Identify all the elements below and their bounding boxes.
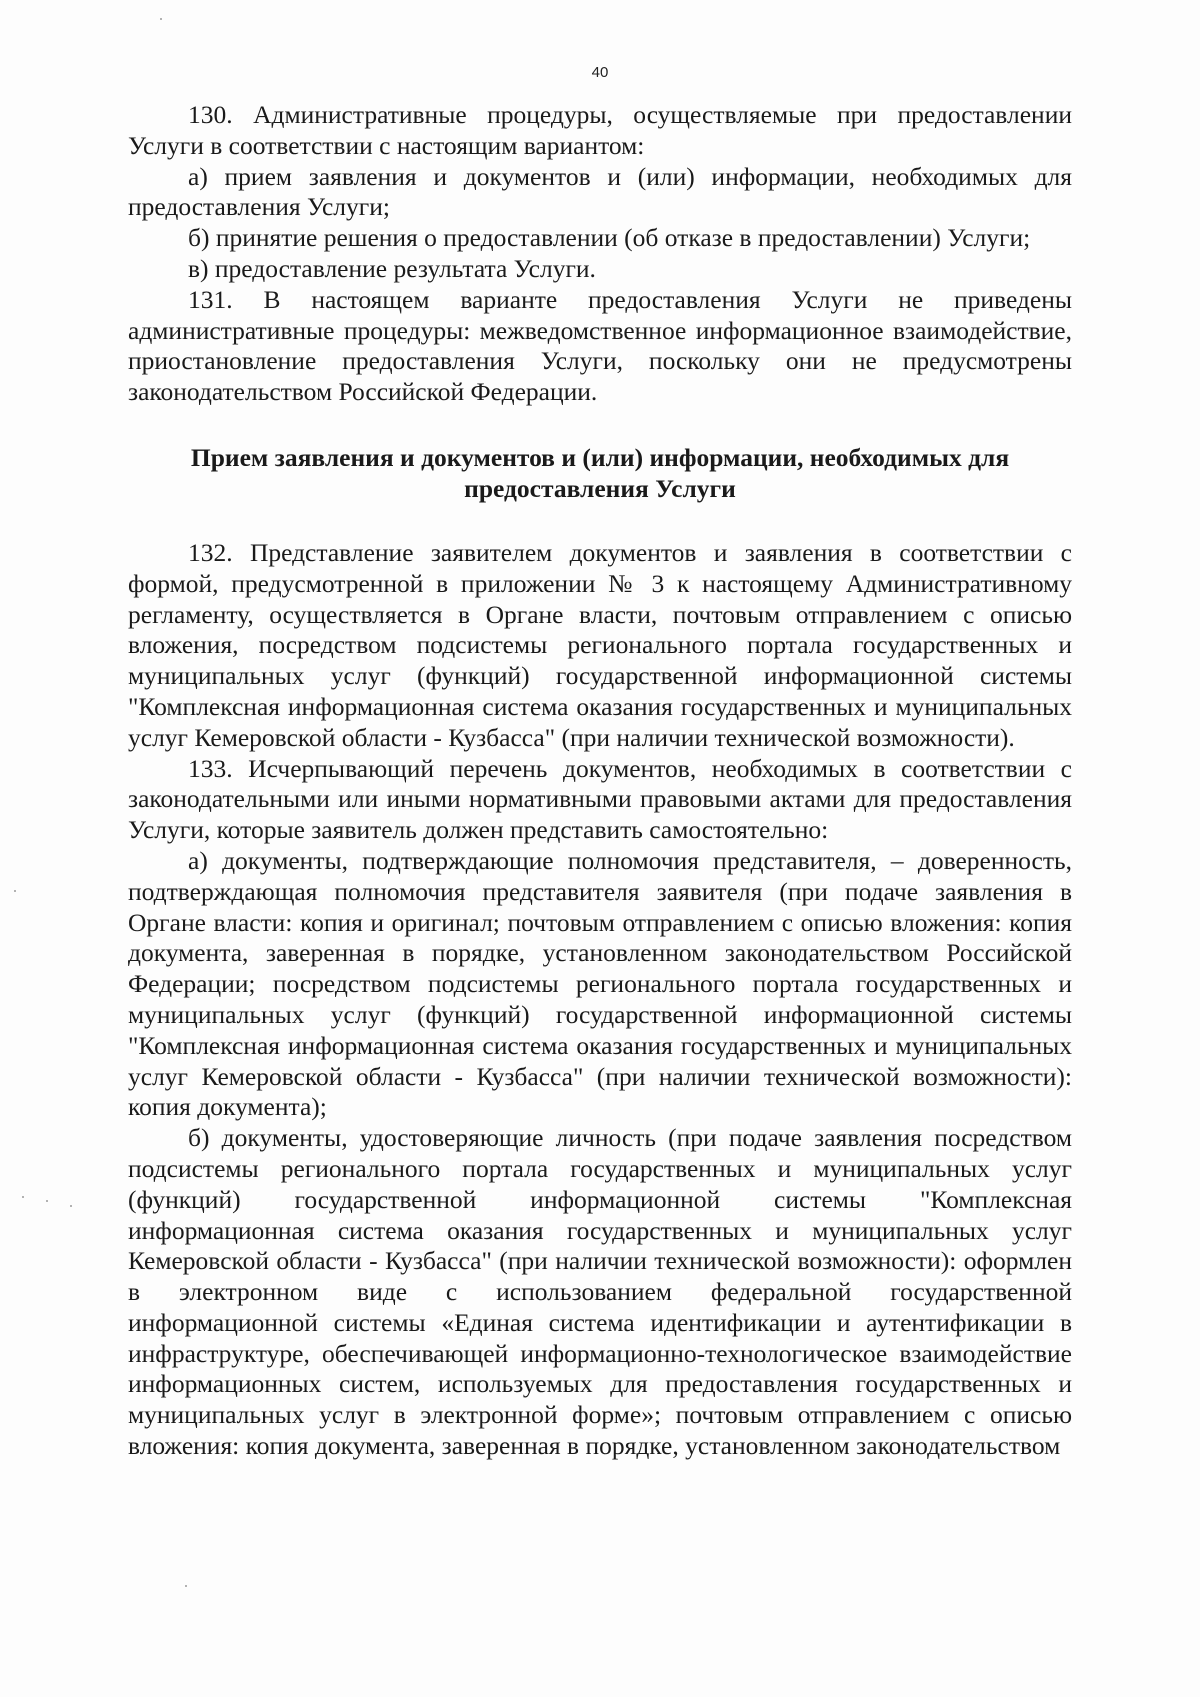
scan-speck [70, 1205, 72, 1207]
scan-speck [22, 1196, 24, 1198]
scan-speck [14, 890, 16, 892]
list-item-a: а) прием заявления и документов и (или) информации, необходимых для предоставления Услуги; [128, 161, 1072, 222]
scan-speck [160, 18, 162, 20]
document-body [128, 100, 1072, 1462]
list-item-b: б) принятие решения о предоставлении (об отказе в предоставлении) Услуги; [188, 223, 1031, 253]
scan-speck [185, 1585, 187, 1587]
paragraph-133: 133. Исчерпывающий перечень документов, необходимых в соответствии с законодательными или иными нормативными правовыми актами для предоставления Услуги, которые заявитель должен представить самостоятельно: [128, 753, 1072, 845]
list-item-133-b: б) документы, удостоверяющие личность (при подаче заявления посредством подсистемы регионального портала государственных и муниципальных услуг (функций) государственной информационной системы "Комплексная информационная система оказания государственных и муниципальных услуг Кемеровской области - Кузбасса" (при наличии технической возможности): оформлен в электронном виде с использованием федеральной государственной информационной системы «Единая система идентификации и аутентификации в инфраструктуре, обеспечивающей информационно-технологическое взаимодействие информационных систем, используемых для предоставления государственных и муниципальных услуг в электронной форме»; почтовым отправлением с описью вложения: копия документа, заверенная в порядке, установленном законодательством [128, 1123, 1072, 1461]
list-item-c: в) предоставление результата Услуги. [188, 253, 596, 283]
paragraph-132: 132. Представление заявителем документов и заявления в соответствии с формой, предусмотренной в приложении № 3 к настоящему Административному регламенту, осуществляется в Органе власти, почтовым отправлением с описью вложения, посредством подсистемы регионального портала государственных и муниципальных услуг (функций) государственной информационной системы "Комплексная информационная система оказания государственных и муниципальных услуг Кемеровской области - Кузбасса" (при наличии технической возможности). [128, 537, 1072, 752]
list-item-133-a: а) документы, подтверждающие полномочия представителя, – доверенность, подтверждающая полномочия представителя заявителя (при подаче заявления в Органе власти: копия и оригинал; почтовым отправлением с описью вложения: копия документа, заверенная в порядке, установленном законодательством Российской Федерации; посредством подсистемы регионального портала государственных и муниципальных услуг (функций) государственной информационной системы "Комплексная информационная система оказания государственных и муниципальных услуг Кемеровской области - Кузбасса" (при наличии технической возможности): копия документа); [128, 845, 1072, 1122]
section-heading: Прием заявления и документов и (или) информации, необходимых для предоставления Услуги [190, 442, 1010, 503]
scan-speck [46, 1200, 48, 1202]
paragraph-131: 131. В настоящем варианте предоставления Услуги не приведены административные процедуры: межведомственное информационное взаимодействие, приостановление предоставления Услуги, поскольку они не предусмотрены законодательством Российской Федерации. [128, 284, 1072, 407]
paragraph-130: 130. Административные процедуры, осуществляемые при предоставлении Услуги в соответствии с настоящим вариантом: [128, 100, 1072, 160]
page-number: 40 [591, 64, 609, 81]
